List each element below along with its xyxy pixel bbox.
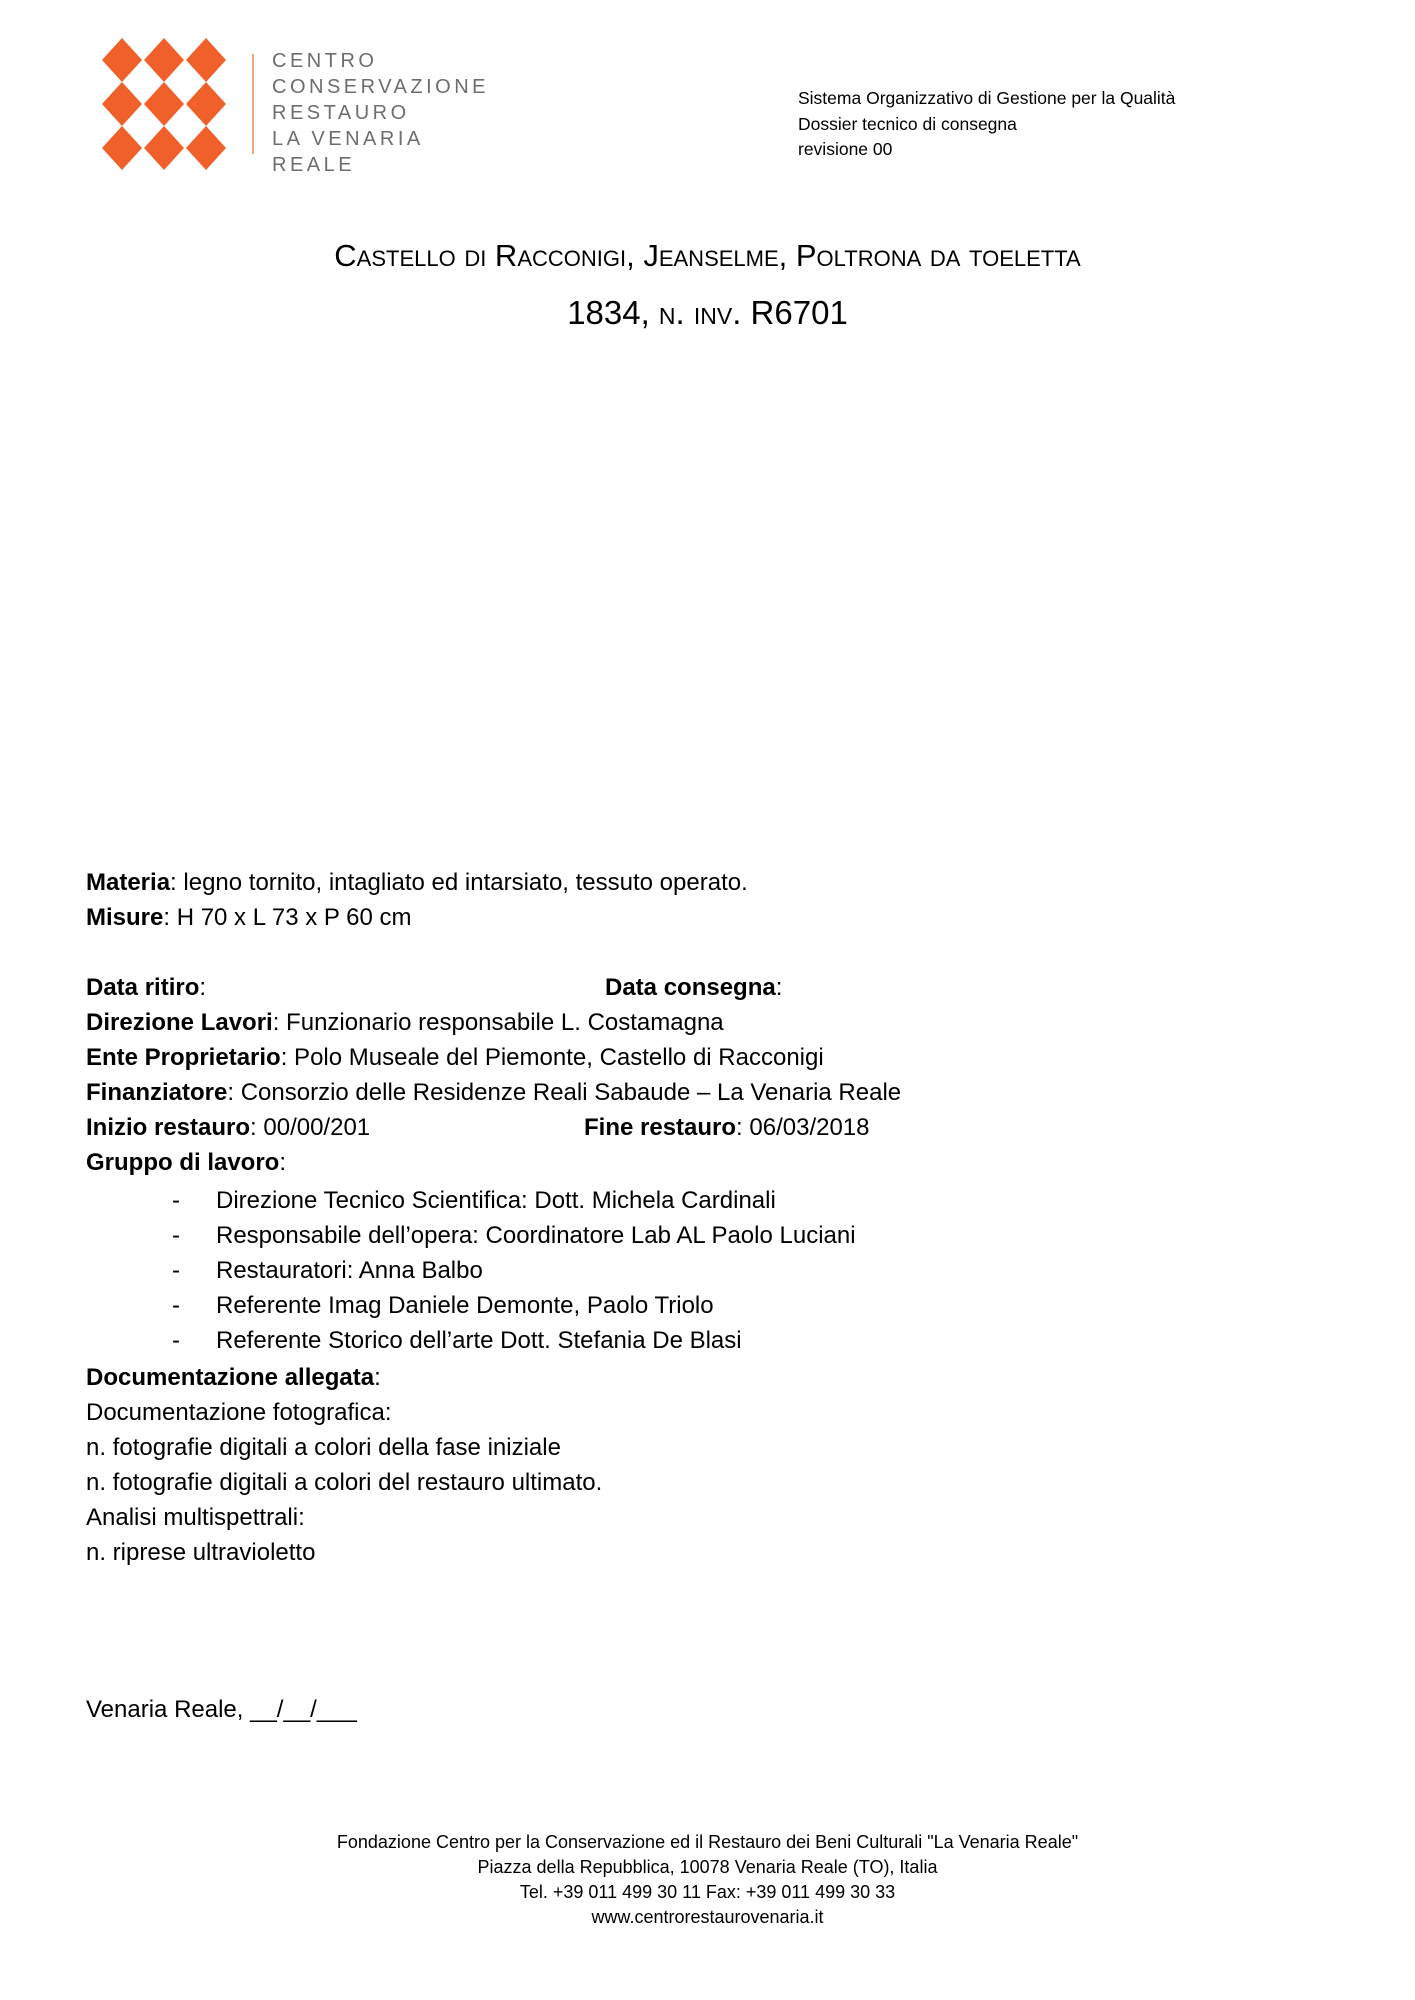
doc-line: Analisi multispettrali: (86, 1504, 305, 1531)
doc-line: n. riprese ultravioletto (86, 1539, 316, 1566)
qms-line: Sistema Organizzativo di Gestione per la Qualità (798, 88, 1176, 108)
field-direzione-lavori: Direzione Lavori: Funzionario responsabile L. Costamagna (86, 1009, 724, 1036)
logo (100, 36, 500, 176)
doc-line: n. fotografie digitali a colori del restauro ultimato. (86, 1469, 603, 1496)
document-title: Castello di Racconigi, Jeanselme, Poltrona da toeletta (334, 238, 1081, 273)
team-item: - Referente Imag Daniele Demonte, Paolo Triolo (172, 1292, 714, 1319)
doc-line: n. fotografie digitali a colori della fase iniziale (86, 1434, 561, 1461)
field-documentazione: Documentazione allegata: (86, 1364, 381, 1391)
field-gruppo-lavoro: Gruppo di lavoro: (86, 1149, 287, 1176)
footer-line: Fondazione Centro per la Conservazione ed il Restauro dei Beni Culturali "La Venaria Reale" (336, 1832, 1079, 1852)
logo-line: CONSERVAZIONE (272, 76, 490, 98)
logo-divider (252, 54, 254, 154)
field-data-consegna: Data consegna: (605, 974, 783, 1001)
footer-line: Piazza della Repubblica, 10078 Venaria Reale (TO), Italia (477, 1857, 938, 1877)
field-data-ritiro: Data ritiro: (86, 974, 207, 1001)
team-item: - Restauratori: Anna Balbo (172, 1257, 483, 1284)
field-misure: Misure: H 70 x L 73 x P 60 cm (86, 904, 412, 931)
field-ente-proprietario: Ente Proprietario: Polo Museale del Piemonte, Castello di Racconigi (86, 1044, 824, 1071)
footer-line: Tel. +39 011 499 30 11 Fax: +39 011 499 30 33 (519, 1882, 896, 1902)
field-finanziatore: Finanziatore: Consorzio delle Residenze Reali Sabaude – La Venaria Reale (86, 1079, 902, 1106)
qms-line: revisione 00 (798, 139, 893, 159)
logo-line: LA VENARIA REALE (272, 128, 423, 176)
field-inizio-restauro: Inizio restauro: 00/00/201 (86, 1114, 371, 1141)
team-item: - Responsabile dell’opera: Coordinatore Lab AL Paolo Luciani (172, 1222, 856, 1249)
doc-line: Documentazione fotografica: (86, 1399, 392, 1426)
place-date: Venaria Reale, __/__/___ (86, 1696, 357, 1723)
quality-system-info (798, 86, 1175, 163)
document-subtitle: 1834, n. inv. R6701 (567, 294, 848, 331)
logo-line: RESTAURO (272, 102, 410, 124)
team-item: - Direzione Tecnico Scientifica: Dott. Michela Cardinali (172, 1187, 776, 1214)
logo-line: CENTRO (272, 50, 378, 72)
team-item: - Referente Storico dell’arte Dott. Stefania De Blasi (172, 1327, 742, 1354)
footer (0, 1830, 1415, 1930)
footer-website: www.centrorestaurovenaria.it (591, 1907, 824, 1927)
field-fine-restauro: Fine restauro: 06/03/2018 (584, 1114, 870, 1141)
qms-line: Dossier tecnico di consegna (798, 113, 1017, 134)
field-materia: Materia: legno tornito, intagliato ed intarsiato, tessuto operato. (86, 869, 748, 896)
diamond-pattern-icon (100, 36, 230, 171)
